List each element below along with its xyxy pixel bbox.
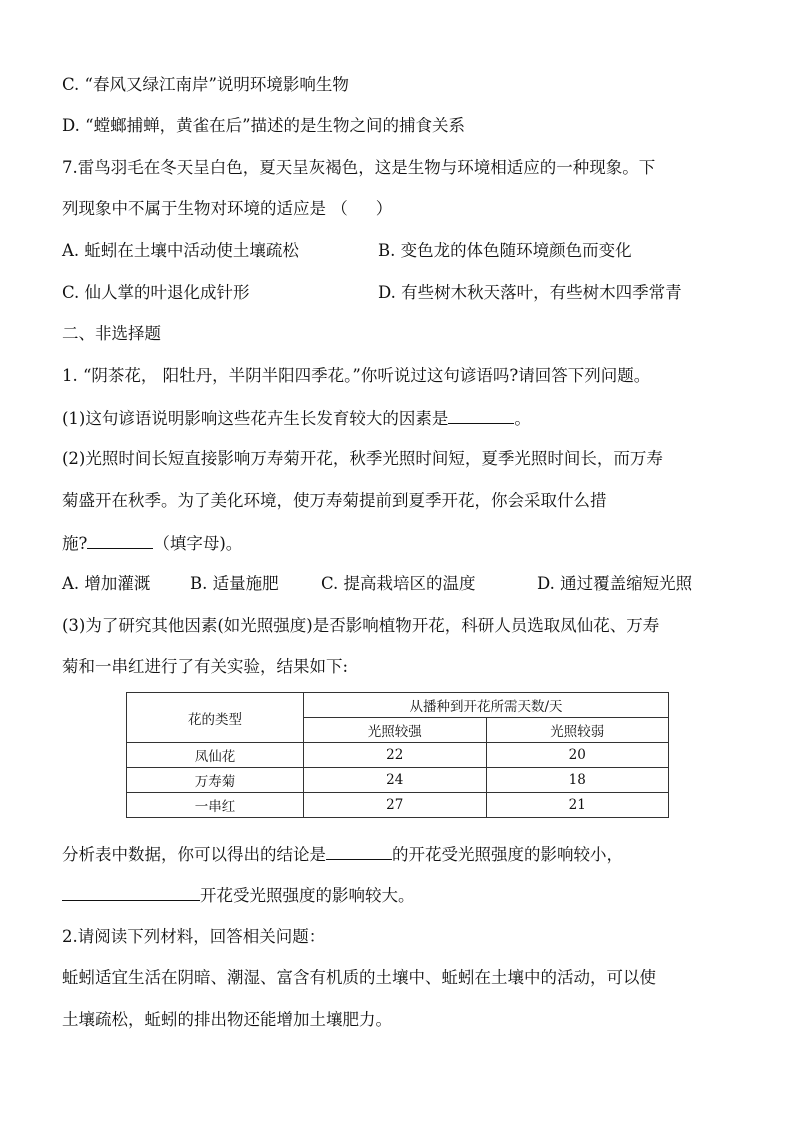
- table-cell-name: 一串红: [127, 793, 304, 818]
- table-row: [127, 768, 669, 793]
- option-7c: C. 仙人掌的叶退化成针形: [62, 283, 250, 302]
- question-7-paren-close: ）: [375, 199, 393, 218]
- question-1-part1-text: (1)这句谚语说明影响这些花卉生长发育较大的因素是: [62, 409, 449, 428]
- option-c: C. 提高栽培区的温度: [321, 574, 476, 593]
- question-1-part1: [62, 407, 531, 430]
- option-7c-prev: C. “春风又绿江南岸”说明环境影响生物: [62, 75, 349, 94]
- option-7d: D. 有些树木秋天落叶，有些树木四季常青: [378, 283, 682, 302]
- answer-blank[interactable]: [326, 843, 392, 860]
- answer-blank[interactable]: [87, 532, 153, 549]
- table-cell-name: 万寿菊: [127, 768, 304, 793]
- analysis-line: [62, 843, 623, 866]
- answer-blank[interactable]: [448, 407, 514, 424]
- question-1-part3: (3)为了研究其他因素(如光照强度)是否影响植物开花，科研人员选取凤仙花、万寿: [62, 616, 660, 635]
- analysis-text-c: 开花受光照强度的影响较大。: [200, 886, 415, 905]
- option-a: A. 增加灌溉: [62, 574, 151, 593]
- table-row: [127, 743, 669, 768]
- table-cell-weak: 18: [486, 768, 669, 793]
- question-7-stem: 7.雷鸟羽毛在冬天呈白色，夏天呈灰褐色，这是生物与环境相适应的一种现象。下: [62, 158, 656, 177]
- table-cell-name: 凤仙花: [127, 743, 304, 768]
- option-b: B. 适量施肥: [190, 574, 279, 593]
- analysis-text-b: 的开花受光照强度的影响较小，: [392, 845, 623, 864]
- table-cell-strong: 22: [304, 743, 487, 768]
- option-7b: B. 变色龙的体色随环境颜色而变化: [378, 241, 632, 260]
- table-header-type: 花的类型: [127, 693, 304, 743]
- table-header-strong: 光照较强: [304, 718, 487, 743]
- data-table: [126, 692, 669, 818]
- table-header-days: 从播种到开花所需天数/天: [304, 693, 669, 718]
- option-7a: A. 蚯蚓在土壤中活动使土壤疏松: [62, 241, 299, 260]
- question-2-stem: 2.请阅读下列材料，回答相关问题：: [62, 927, 326, 946]
- question-1-part1-end: 。: [514, 409, 531, 428]
- table-cell-strong: 24: [304, 768, 487, 793]
- option-6d: D. “螳螂捕蝉，黄雀在后”描述的是生物之间的捕食关系: [62, 116, 466, 135]
- question-1-stem: 1. “阴茶花， 阳牡丹，半阴半阳四季花。”你听说过这句谚语吗?请回答下列问题。: [62, 366, 651, 385]
- question-1-part2-end: [62, 532, 242, 555]
- question-1-part2-cont: 菊盛开在秋季。为了美化环境，使万寿菊提前到夏季开花，你会采取什么措: [62, 491, 607, 510]
- table-cell-weak: 21: [486, 793, 669, 818]
- question-1-part3-cont: 菊和一串红进行了有关实验，结果如下:: [62, 657, 349, 676]
- question-7-stem-cont: [62, 198, 392, 220]
- question-1-part2: (2)光照时间长短直接影响万寿菊开花，秋季光照时间短，夏季光照时间长，而万寿: [62, 449, 663, 468]
- analysis-line-cont: [62, 884, 415, 907]
- option-d: D. 通过覆盖缩短光照: [537, 574, 693, 593]
- analysis-text-a: 分析表中数据，你可以得出的结论是: [62, 845, 326, 864]
- table-cell-strong: 27: [304, 793, 487, 818]
- question-2-material: 蚯蚓适宜生活在阴暗、潮湿、富含有机质的土壤中、蚯蚓在土壤中的活动，可以使: [62, 968, 656, 987]
- table-cell-weak: 20: [486, 743, 669, 768]
- question-1-part2-prefix: 施?: [62, 534, 88, 553]
- table-header-weak: 光照较弱: [486, 718, 669, 743]
- answer-blank[interactable]: [62, 884, 200, 901]
- question-1-part2-suffix: （填字母)。: [153, 534, 243, 553]
- section-heading: 二、非选择题: [62, 324, 161, 343]
- question-7-stem-text: 列现象中不属于生物对环境的适应是 （: [62, 199, 348, 218]
- question-2-material-cont: 土壤疏松，蚯蚓的排出物还能增加土壤肥力。: [62, 1010, 392, 1029]
- table-row: [127, 793, 669, 818]
